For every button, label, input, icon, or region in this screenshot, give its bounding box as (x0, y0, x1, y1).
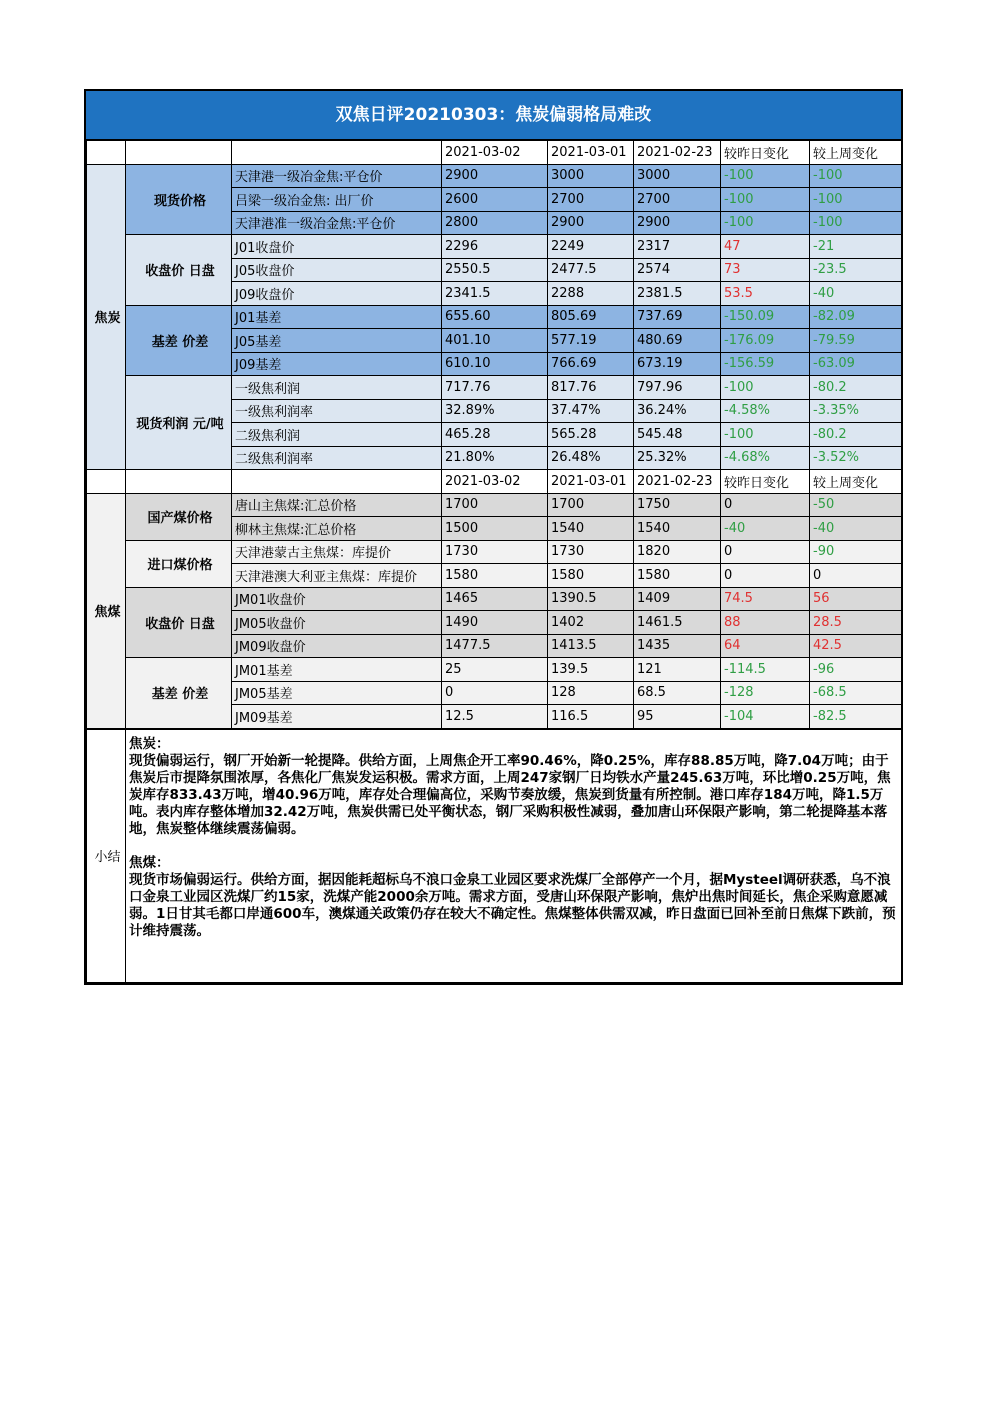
group-label: 收盘价 日盘 (126, 587, 232, 658)
value-cell: 1580 (442, 564, 548, 588)
indicator-name: JM05基差 (232, 681, 442, 705)
summary-text (126, 729, 902, 982)
report-title: 双焦日评20210303：焦炭偏弱格局难改 (86, 91, 901, 140)
column-header: 较上周变化 (810, 470, 902, 494)
indicator-name: 天津港澳大利亚主焦煤：库提价 (232, 564, 442, 588)
coke-header-row (87, 141, 902, 165)
value-cell: 2600 (442, 188, 548, 212)
coal-summary-body: 现货市场偏弱运行。供给方面，据因能耗超标乌不浪口金泉工业园区要求洗煤厂全部停产一个月，据Mysteel调研获悉，乌不浪口金泉工业园区洗煤厂约15家，洗煤产能2000余万吨。需求方面，受唐山环保限产影响，焦炉出焦时间延长，焦企采购意愿减弱。1日甘其毛都口岸通600车，澳煤通关政策仍存在较大不确定性。焦煤整体供需双减，昨日盘面已回补至前日焦煤下跌前，预计维持震荡。 (129, 871, 896, 939)
value-cell: 2317 (634, 235, 721, 259)
indicator-name: 二级焦利润率 (232, 446, 442, 470)
coke-summary-heading: 焦炭： (129, 735, 170, 752)
change-cell: 53.5 (721, 282, 810, 306)
table-row (87, 235, 902, 259)
value-cell: 805.69 (548, 305, 634, 329)
blank-cell (126, 141, 232, 165)
value-cell: 673.19 (634, 352, 721, 376)
table-row (87, 305, 902, 329)
value-cell: 3000 (634, 164, 721, 188)
change-cell: -3.52% (810, 446, 902, 470)
value-cell: 1435 (634, 634, 721, 658)
column-header: 2021-03-02 (442, 470, 548, 494)
change-cell: -100 (810, 188, 902, 212)
value-cell: 68.5 (634, 681, 721, 705)
price-table (86, 140, 902, 729)
value-cell: 610.10 (442, 352, 548, 376)
indicator-name: JM09基差 (232, 705, 442, 729)
value-cell: 465.28 (442, 423, 548, 447)
indicator-name: J09收盘价 (232, 282, 442, 306)
value-cell: 1409 (634, 587, 721, 611)
change-cell: -80.2 (810, 423, 902, 447)
column-header: 较昨日变化 (721, 141, 810, 165)
column-header: 2021-03-01 (548, 141, 634, 165)
summary-table (86, 729, 902, 983)
column-header: 2021-02-23 (634, 470, 721, 494)
change-cell: -176.09 (721, 329, 810, 353)
value-cell: 37.47% (548, 399, 634, 423)
indicator-name: J09基差 (232, 352, 442, 376)
value-cell: 1730 (442, 540, 548, 564)
value-cell: 25 (442, 658, 548, 682)
change-cell: 28.5 (810, 611, 902, 635)
change-cell: 73 (721, 258, 810, 282)
group-label: 基差 价差 (126, 658, 232, 729)
column-header: 2021-02-23 (634, 141, 721, 165)
value-cell: 565.28 (548, 423, 634, 447)
change-cell: -104 (721, 705, 810, 729)
value-cell: 1730 (548, 540, 634, 564)
value-cell: 2800 (442, 211, 548, 235)
value-cell: 1580 (634, 564, 721, 588)
coke-section-label: 焦炭 (87, 164, 126, 470)
change-cell: -150.09 (721, 305, 810, 329)
change-cell: -40 (810, 517, 902, 541)
value-cell: 655.60 (442, 305, 548, 329)
value-cell: 3000 (548, 164, 634, 188)
change-cell: 0 (810, 564, 902, 588)
group-label: 进口煤价格 (126, 540, 232, 587)
change-cell: -96 (810, 658, 902, 682)
value-cell: 12.5 (442, 705, 548, 729)
value-cell: 2900 (634, 211, 721, 235)
change-cell: 64 (721, 634, 810, 658)
value-cell: 2296 (442, 235, 548, 259)
group-label: 现货价格 (126, 164, 232, 235)
change-cell: 0 (721, 493, 810, 517)
value-cell: 95 (634, 705, 721, 729)
value-cell: 2249 (548, 235, 634, 259)
value-cell: 1490 (442, 611, 548, 635)
value-cell: 2900 (548, 211, 634, 235)
group-label: 现货利润 元/吨 (126, 376, 232, 470)
table-row (87, 540, 902, 564)
change-cell: -80.2 (810, 376, 902, 400)
value-cell: 21.80% (442, 446, 548, 470)
blank-cell (126, 470, 232, 494)
value-cell: 1477.5 (442, 634, 548, 658)
value-cell: 1540 (548, 517, 634, 541)
change-cell: -82.5 (810, 705, 902, 729)
value-cell: 2477.5 (548, 258, 634, 282)
column-header: 较上周变化 (810, 141, 902, 165)
group-label: 收盘价 日盘 (126, 235, 232, 306)
value-cell: 766.69 (548, 352, 634, 376)
daily-report-sheet (84, 89, 903, 985)
change-cell: -23.5 (810, 258, 902, 282)
value-cell: 2550.5 (442, 258, 548, 282)
value-cell: 2288 (548, 282, 634, 306)
change-cell: -100 (721, 211, 810, 235)
indicator-name: JM01收盘价 (232, 587, 442, 611)
change-cell: -68.5 (810, 681, 902, 705)
group-label: 基差 价差 (126, 305, 232, 376)
change-cell: 0 (721, 540, 810, 564)
value-cell: 25.32% (634, 446, 721, 470)
column-header: 较昨日变化 (721, 470, 810, 494)
value-cell: 577.19 (548, 329, 634, 353)
value-cell: 480.69 (634, 329, 721, 353)
change-cell: -40 (721, 517, 810, 541)
value-cell: 1500 (442, 517, 548, 541)
blank-cell (87, 141, 126, 165)
value-cell: 116.5 (548, 705, 634, 729)
value-cell: 32.89% (442, 399, 548, 423)
value-cell: 2700 (634, 188, 721, 212)
change-cell: -3.35% (810, 399, 902, 423)
change-cell: 74.5 (721, 587, 810, 611)
value-cell: 1700 (442, 493, 548, 517)
change-cell: -79.59 (810, 329, 902, 353)
indicator-name: 唐山主焦煤:汇总价格 (232, 493, 442, 517)
value-cell: 1580 (548, 564, 634, 588)
value-cell: 717.76 (442, 376, 548, 400)
value-cell: 139.5 (548, 658, 634, 682)
value-cell: 1820 (634, 540, 721, 564)
blank-cell (232, 470, 442, 494)
value-cell: 121 (634, 658, 721, 682)
coke-summary-body: 现货偏弱运行，钢厂开始新一轮提降。供给方面，上周焦企开工率90.46%，降0.25%，库存88.85万吨，降7.04万吨；由于焦炭后市提降氛围浓厚，各焦化厂焦炭发运积极。需求方面，上周247家钢厂日均铁水产量245.63万吨，环比增0.25万吨，焦炭库存833.43万吨，增40.96万吨，库存处合理偏高位，采购节奏放缓，焦炭到货量有所控制。港口库存184万吨，降1.5万吨。表内库存整体增加32.42万吨，焦炭供需已处平衡状态，钢厂采购积极性减弱，叠加唐山环保限产影响，第二轮提降基本落地，焦炭整体继续震荡偏弱。 (129, 752, 891, 837)
value-cell: 2381.5 (634, 282, 721, 306)
column-header: 2021-03-01 (548, 470, 634, 494)
change-cell: -4.58% (721, 399, 810, 423)
indicator-name: 一级焦利润 (232, 376, 442, 400)
table-row (87, 164, 902, 188)
change-cell: -63.09 (810, 352, 902, 376)
indicator-name: J01收盘价 (232, 235, 442, 259)
change-cell: -21 (810, 235, 902, 259)
change-cell: -4.68% (721, 446, 810, 470)
value-cell: 1461.5 (634, 611, 721, 635)
change-cell: 88 (721, 611, 810, 635)
value-cell: 1750 (634, 493, 721, 517)
indicator-name: 吕梁一级冶金焦: 出厂价 (232, 188, 442, 212)
change-cell: -128 (721, 681, 810, 705)
value-cell: 401.10 (442, 329, 548, 353)
blank-cell (232, 141, 442, 165)
change-cell: -40 (810, 282, 902, 306)
indicator-name: JM05收盘价 (232, 611, 442, 635)
change-cell: -100 (721, 423, 810, 447)
value-cell: 128 (548, 681, 634, 705)
coal-section-label: 焦煤 (87, 493, 126, 728)
change-cell: -100 (721, 188, 810, 212)
indicator-name: 天津港一级冶金焦:平仓价 (232, 164, 442, 188)
value-cell: 2341.5 (442, 282, 548, 306)
change-cell: -100 (721, 376, 810, 400)
indicator-name: 天津港蒙古主焦煤：库提价 (232, 540, 442, 564)
value-cell: 1413.5 (548, 634, 634, 658)
value-cell: 2574 (634, 258, 721, 282)
table-row (87, 376, 902, 400)
value-cell: 1540 (634, 517, 721, 541)
value-cell: 1402 (548, 611, 634, 635)
value-cell: 0 (442, 681, 548, 705)
change-cell: 0 (721, 564, 810, 588)
coal-summary-heading: 焦煤： (129, 854, 170, 871)
summary-label: 小结 (87, 729, 126, 982)
coal-header-row (87, 470, 902, 494)
value-cell: 737.69 (634, 305, 721, 329)
table-row (87, 658, 902, 682)
indicator-name: 柳林主焦煤:汇总价格 (232, 517, 442, 541)
group-label: 国产煤价格 (126, 493, 232, 540)
indicator-name: 一级焦利润率 (232, 399, 442, 423)
value-cell: 1390.5 (548, 587, 634, 611)
change-cell: -90 (810, 540, 902, 564)
value-cell: 2900 (442, 164, 548, 188)
indicator-name: JM01基差 (232, 658, 442, 682)
change-cell: -82.09 (810, 305, 902, 329)
blank-cell (87, 470, 126, 494)
indicator-name: 天津港准一级冶金焦:平仓价 (232, 211, 442, 235)
change-cell: -100 (810, 164, 902, 188)
indicator-name: 二级焦利润 (232, 423, 442, 447)
change-cell: -114.5 (721, 658, 810, 682)
change-cell: -100 (721, 164, 810, 188)
indicator-name: J01基差 (232, 305, 442, 329)
value-cell: 26.48% (548, 446, 634, 470)
change-cell: -50 (810, 493, 902, 517)
change-cell: 42.5 (810, 634, 902, 658)
value-cell: 2700 (548, 188, 634, 212)
value-cell: 1465 (442, 587, 548, 611)
column-header: 2021-03-02 (442, 141, 548, 165)
value-cell: 1700 (548, 493, 634, 517)
value-cell: 36.24% (634, 399, 721, 423)
value-cell: 545.48 (634, 423, 721, 447)
change-cell: 56 (810, 587, 902, 611)
indicator-name: J05收盘价 (232, 258, 442, 282)
change-cell: -156.59 (721, 352, 810, 376)
value-cell: 817.76 (548, 376, 634, 400)
value-cell: 797.96 (634, 376, 721, 400)
table-row (87, 493, 902, 517)
change-cell: 47 (721, 235, 810, 259)
change-cell: -100 (810, 211, 902, 235)
indicator-name: JM09收盘价 (232, 634, 442, 658)
indicator-name: J05基差 (232, 329, 442, 353)
table-row (87, 587, 902, 611)
